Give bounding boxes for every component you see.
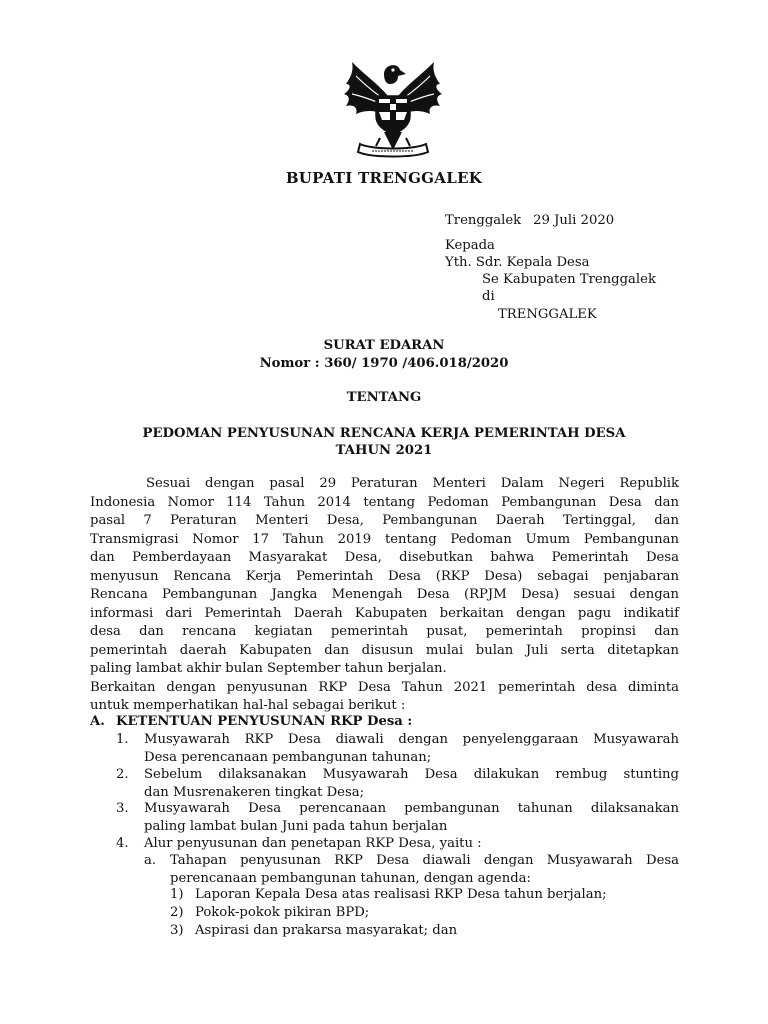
paragraph-line: menyusun Rencana Kerja Pemerintah Desa (RKP Desa) sebagai penjabaran: [90, 568, 679, 584]
list-item-number: 4.: [116, 836, 129, 851]
sub-item-line: Tahapan penyusunan RKP Desa diawali dengan Musyawarah Desa: [170, 853, 679, 868]
sub-item-line: perencanaan pembangunan tahunan, dengan agenda:: [170, 871, 531, 886]
section-a-marker: A.: [90, 714, 105, 729]
agenda-number: 2): [170, 905, 184, 920]
circular-subject-line-2: TAHUN 2021: [335, 443, 433, 458]
list-item-number: 2.: [116, 767, 129, 782]
garuda-pancasila-emblem-icon: [338, 54, 448, 160]
agenda-number: 3): [170, 923, 184, 938]
sub-item-marker: a.: [144, 853, 157, 868]
paragraph-line: Sesuai dengan pasal 29 Peraturan Menteri Dalam Negeri Republik: [146, 476, 679, 491]
circular-label: SURAT EDARAN: [323, 338, 445, 353]
list-item-line: Desa perencanaan pembangunan tahunan;: [144, 750, 432, 765]
list-item-number: 1.: [116, 732, 129, 747]
paragraph-line: desa dan rencana kegiatan pemerintah pusat, pemerintah propinsi dan: [90, 624, 679, 639]
letter-place: Trenggalek: [445, 213, 522, 228]
addressee-region: Se Kabupaten Trenggalek: [482, 272, 656, 287]
list-item: [144, 731, 679, 767]
circular-tentang: TENTANG: [346, 390, 422, 405]
list-item-number: 3.: [116, 801, 129, 816]
circular-subject-line-1: PEDOMAN PENYUSUNAN RENCANA KERJA PEMERINTAH DESA: [142, 426, 626, 441]
paragraph-line: Transmigrasi Nomor 17 Tahun 2019 tentang Pedoman Umum Pembangunan: [90, 531, 679, 547]
section-a-heading: KETENTUAN PENYUSUNAN RKP Desa :: [116, 714, 413, 729]
list-item-line: dan Musrenakeren tingkat Desa;: [144, 785, 365, 800]
agenda-item: Aspirasi dan prakarsa masyarakat; dan: [195, 923, 458, 938]
addressee-kepada: Kepada: [445, 238, 495, 253]
list-item-line: paling lambat bulan Juni pada tahun berjalan: [144, 819, 448, 834]
body-paragraph-1: [90, 475, 679, 716]
paragraph-line: Berkaitan dengan penyusunan RKP Desa Tahun 2021 pemerintah desa diminta: [90, 679, 679, 695]
issuer-title: BUPATI TRENGGALEK: [285, 169, 483, 187]
letter-date: 29 Juli 2020: [533, 213, 615, 228]
sub-item: [170, 852, 679, 888]
agenda-number: 1): [170, 887, 184, 902]
list-item-line: Alur penyusunan dan penetapan RKP Desa, yaitu :: [144, 836, 482, 851]
paragraph-line: informasi dari Pemerintah Daerah Kabupaten berkaitan dengan pagu indikatif: [90, 605, 679, 621]
agenda-item: Pokok-pokok pikiran BPD;: [195, 905, 370, 920]
letter-place-date: [445, 212, 614, 230]
list-item-line: Sebelum dilaksanakan Musyawarah Desa dilakukan rembug stunting: [144, 767, 679, 782]
paragraph-line: dan Pemberdayaan Masyarakat Desa, disebutkan bahwa Pemerintah Desa: [90, 550, 679, 565]
agenda-item: Laporan Kepala Desa atas realisasi RKP Desa tahun berjalan;: [195, 887, 607, 902]
paragraph-line: pasal 7 Peraturan Menteri Desa, Pembangunan Daerah Tertinggal, dan: [90, 513, 679, 528]
addressee-yth: Yth. Sdr. Kepala Desa: [445, 255, 590, 270]
list-item: [144, 766, 679, 802]
addressee-city: TRENGGALEK: [498, 307, 597, 322]
addressee-di: di: [482, 289, 495, 304]
list-item-line: Musyawarah Desa perencanaan pembangunan tahunan dilaksanakan: [144, 801, 679, 816]
paragraph-line: pemerintah daerah Kabupaten dan disusun mulai bulan Juli serta ditetapkan: [90, 642, 679, 658]
paragraph-line: Rencana Pembangunan Jangka Menengah Desa (RPJM Desa) sesuai dengan: [90, 587, 679, 602]
paragraph-line: untuk memperhatikan hal-hal sebagai berikut :: [90, 698, 406, 713]
circular-number: Nomor : 360/ 1970 /406.018/2020: [259, 356, 509, 371]
paragraph-line: paling lambat akhir bulan September tahun berjalan.: [90, 661, 447, 676]
list-item-line: Musyawarah RKP Desa diawali dengan penyelenggaraan Musyawarah: [144, 732, 679, 747]
list-item: [144, 800, 679, 836]
paragraph-line: Indonesia Nomor 114 Tahun 2014 tentang Pedoman Pembangunan Desa dan: [90, 494, 679, 510]
